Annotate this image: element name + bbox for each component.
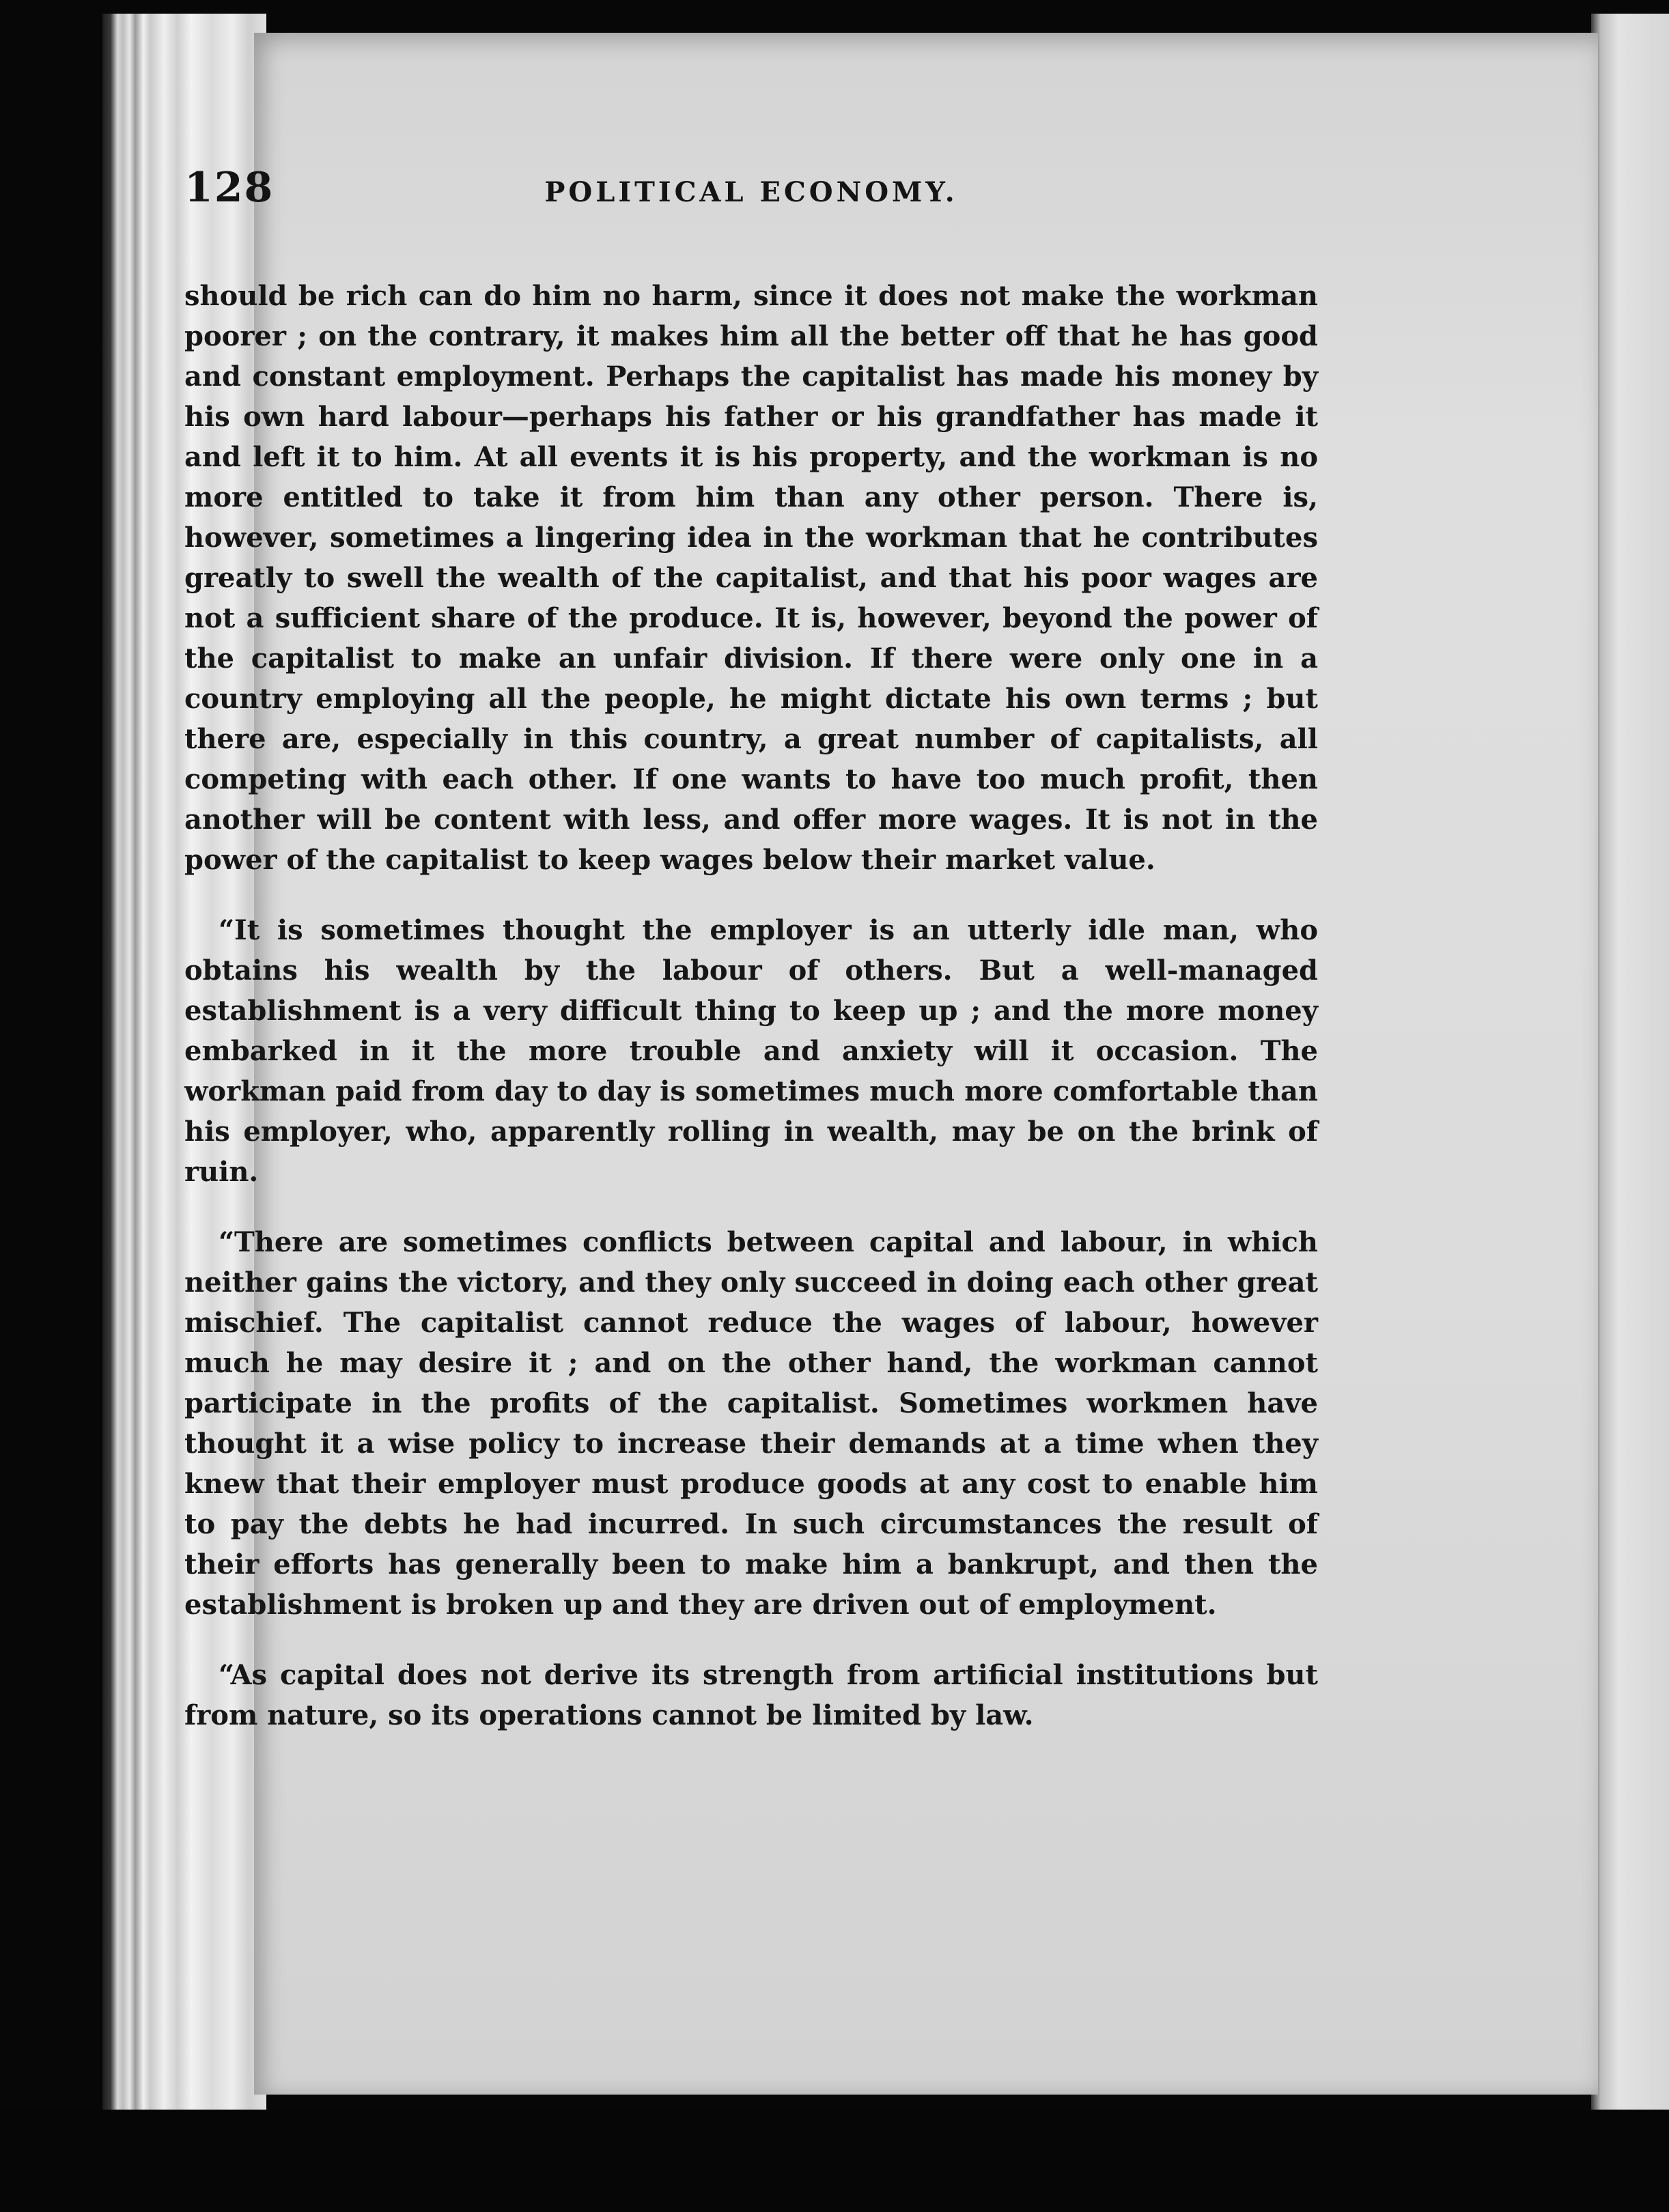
paragraph: should be rich can do him no harm, since it does not make the workman poorer ; on the contrary, it makes him all the better off that he has good and constant employment. Perhaps the capitalist has made his money by his own hard labour—perhaps his father or his grandfather has made it and left it to him. At all events it is his property, and the workman is no more entitled to take it from him than any other person. There is, however, sometimes a lingering idea in the workman that he contributes greatly to swell the wealth of the capitalist, and that his poor wages are not a sufficient share of the produce. It is, however, beyond the power of the capitalist to make an unfair division. If there were only one in a country employing all the people, he might dictate his own terms ; but there are, especially in this country, a great number of capitalists, all competing with each other. If one wants to have too much profit, then another will be content with less, and offer more wages. It is not in the power of the capitalist to keep wages below their market value. bbox=[184, 280, 1318, 876]
page-header bbox=[184, 164, 1318, 225]
paragraph: “There are sometimes conflicts between capital and labour, in which neither gains the victory, and they only succeed in doing each other great mischief. The capitalist cannot reduce the wages of labour, however much he may desire it ; and on the other hand, the workman cannot participate in the profits of the capitalist. Sometimes workmen have thought it a wise policy to increase their demands at a time when they knew that their employer must produce goods at any cost to enable him to pay the debts he had incurred. In such circumstances the result of their efforts has generally been to make him a bankrupt, and then the establishment is broken up and they are driven out of employment. bbox=[184, 1226, 1318, 1621]
facing-page-edge bbox=[1591, 14, 1669, 2123]
paragraph: “As capital does not derive its strength from artificial institutions but from nature, so its operations cannot be limited by law. bbox=[184, 1659, 1318, 1731]
page-number: 128 bbox=[184, 164, 275, 212]
running-head: POLITICAL ECONOMY. bbox=[544, 176, 958, 208]
paragraph: “It is sometimes thought the employer is an utterly idle man, who obtains his wealth by the labour of others. But a well-managed establishment is a very difficult thing to keep up ; and the more money embarked in it the more trouble and anxiety will it occasion. The workman paid from day to day is sometimes much more comfortable than his employer, who, apparently rolling in wealth, may be on the brink of ruin. bbox=[184, 914, 1318, 1188]
scan-bottom-border bbox=[0, 2110, 1669, 2212]
body-text bbox=[184, 276, 1318, 1766]
